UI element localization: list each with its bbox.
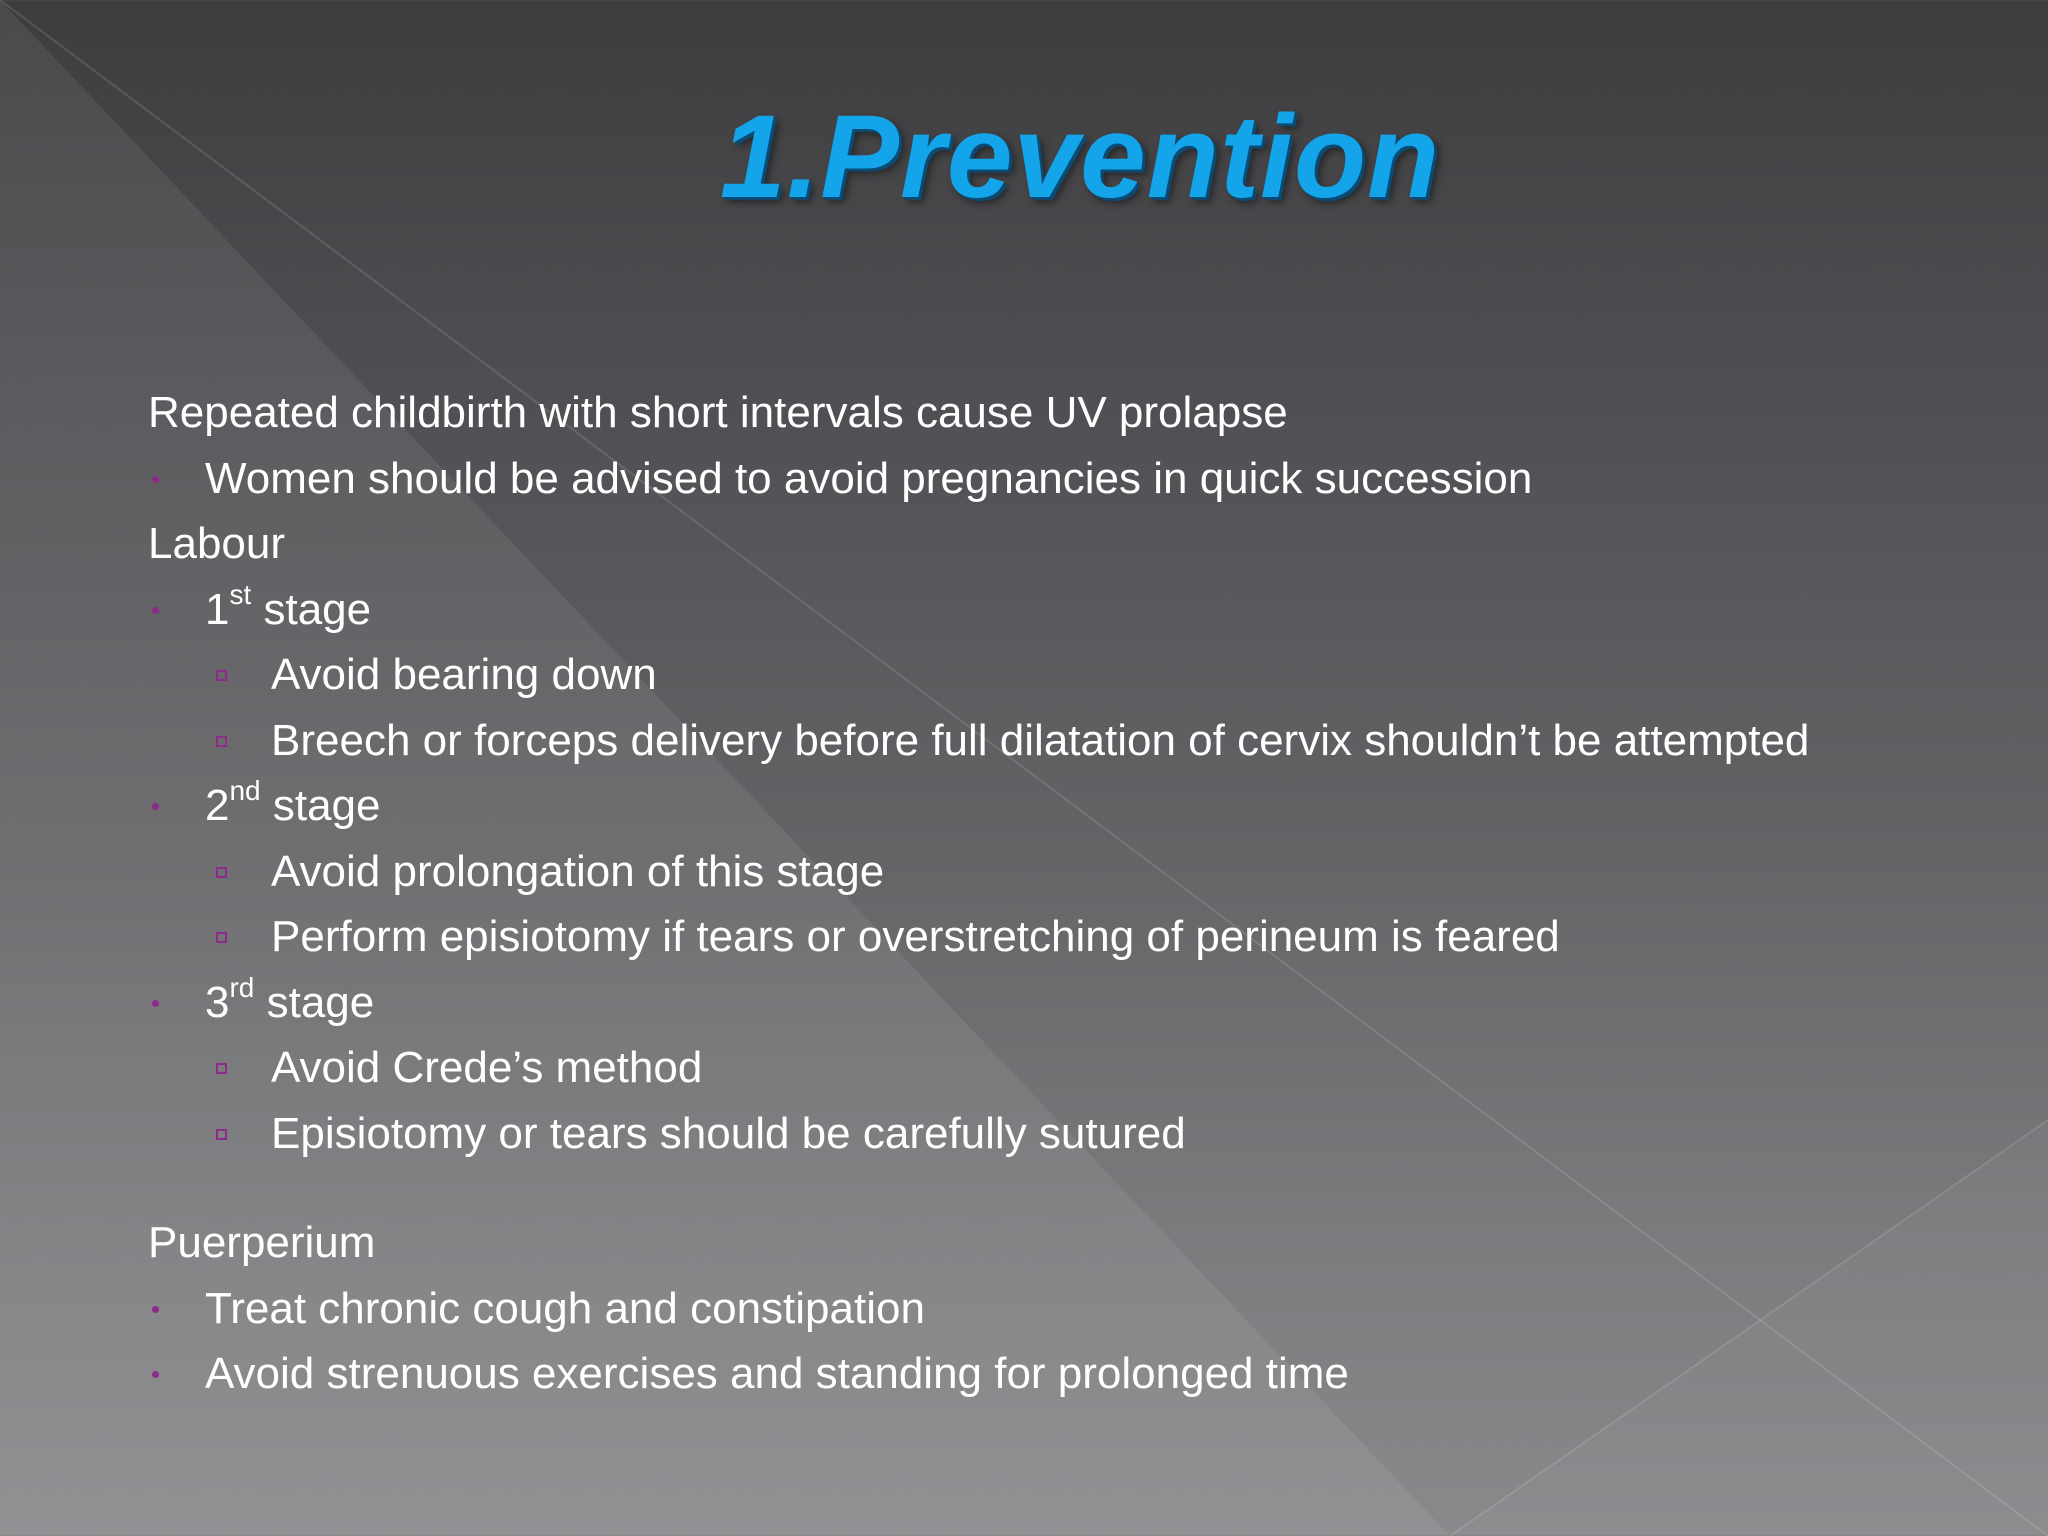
- list-item-text: Avoid strenuous exercises and standing for prolonged time: [205, 1349, 1349, 1398]
- bullet-dot-icon: [150, 446, 160, 512]
- bullet-dot-icon: [150, 577, 160, 643]
- section-heading-labour: Labour: [148, 519, 286, 568]
- sub-list-item: [148, 708, 2008, 774]
- bullet-square-icon: [216, 1035, 230, 1101]
- stage-label: stage: [254, 977, 375, 1027]
- sub-list-item-text: Avoid Crede’s method: [271, 1043, 703, 1092]
- stage-heading-2: [148, 773, 2008, 839]
- section-heading-puerperium: Puerperium: [148, 1218, 376, 1267]
- list-item: [148, 446, 2008, 512]
- stage-number: 1: [205, 584, 230, 634]
- bullet-square-icon: [216, 708, 230, 774]
- list-item: [148, 1276, 2008, 1342]
- stage-label: stage: [260, 781, 381, 830]
- sub-list-item-text: Avoid bearing down: [271, 650, 657, 699]
- sub-list-item-text: Avoid prolongation of this stage: [271, 846, 885, 896]
- bullet-dot-icon: [150, 1341, 160, 1407]
- list-item-text: Women should be advised to avoid pregnancies in quick succession: [205, 453, 1533, 503]
- stage-ordinal-suffix: rd: [229, 971, 255, 1003]
- sub-list-item: [148, 904, 2008, 970]
- stage-number: 3: [205, 977, 230, 1027]
- sub-list-item: [148, 1101, 2008, 1167]
- bullet-square-icon: [216, 1101, 230, 1167]
- stage-ordinal-suffix: st: [229, 578, 252, 610]
- stage-heading-1: [148, 577, 2008, 643]
- bullet-square-icon: [216, 839, 230, 905]
- stage-number: 2: [205, 781, 230, 830]
- sub-list-item-text: Perform episiotomy if tears or overstretching of perineum is feared: [271, 912, 1560, 961]
- bullet-dot-icon: [150, 970, 160, 1036]
- sub-list-item-text: Breech or forceps delivery before full dilatation of cervix shouldn’t be attempted: [271, 715, 1810, 765]
- spacer: [148, 1166, 2008, 1210]
- stage-ordinal-suffix: nd: [229, 775, 261, 807]
- bullet-square-icon: [216, 642, 230, 708]
- sub-list-item: [148, 642, 2008, 708]
- sub-list-item-text: Episiotomy or tears should be carefully sutured: [271, 1108, 1186, 1158]
- stage-label: stage: [251, 584, 372, 634]
- bullet-square-icon: [216, 904, 230, 970]
- sub-list-item: [148, 839, 2008, 905]
- list-item: [148, 1341, 2008, 1407]
- bullet-dot-icon: [150, 1276, 160, 1342]
- slide-content: [148, 380, 2008, 1407]
- section-heading-childbirth: Repeated childbirth with short intervals cause UV prolapse: [148, 388, 1288, 437]
- stage-heading-3: [148, 970, 2008, 1036]
- sub-list-item: [148, 1035, 2008, 1101]
- bullet-dot-icon: [150, 773, 160, 839]
- slide-title: 1.Prevention: [719, 91, 1441, 223]
- list-item-text: Treat chronic cough and constipation: [205, 1283, 925, 1333]
